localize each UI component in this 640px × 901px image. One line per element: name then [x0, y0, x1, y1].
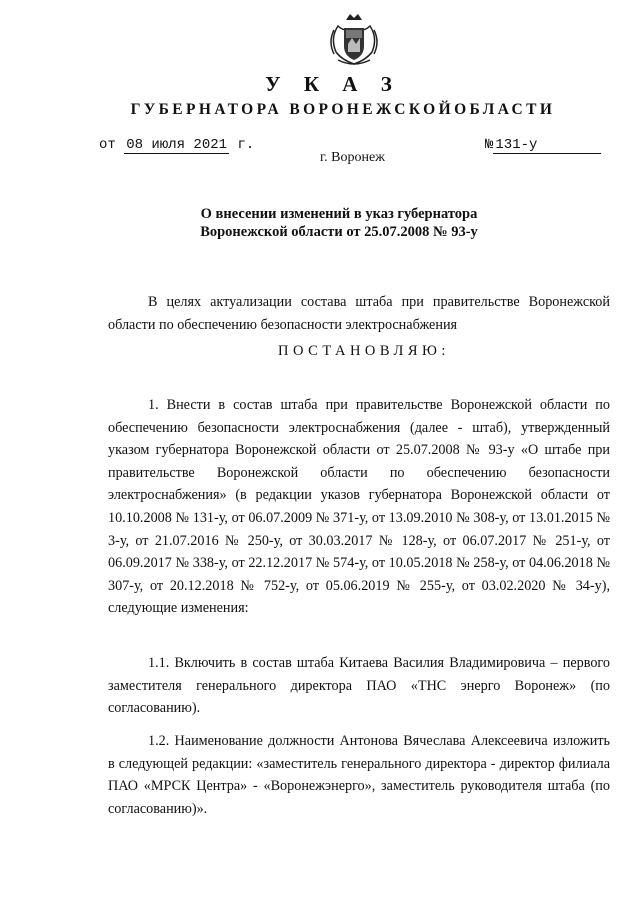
date-suffix: г. — [237, 137, 255, 153]
document-title: У К А З — [265, 72, 401, 96]
intro-paragraph — [108, 291, 610, 336]
item-1-1-paragraph — [108, 652, 610, 720]
item-1-paragraph — [108, 394, 610, 620]
document-subject — [0, 205, 640, 241]
item-1-1-text: 1.1. Включить в состав штаба Китаева Василия Владимировича – первого заместителя генерального директора ПАО «ТНС энерго Воронеж» (по согласованию). — [108, 655, 610, 717]
number-prefix: № — [485, 137, 494, 153]
document-subtitle: ГУБЕРНАТОРА ВОРОНЕЖСКОЙОБЛАСТИ — [130, 101, 556, 118]
city: г. Воронеж — [320, 150, 385, 165]
date-line — [99, 137, 254, 153]
item-1-2-paragraph — [108, 730, 610, 820]
date-prefix: от — [99, 137, 116, 153]
subject-line-1: О внесении изменений в указ губернатора — [200, 206, 478, 222]
subject-line-2: Воронежской области от 25.07.2008 № 93-у — [200, 224, 478, 240]
coat-of-arms-icon — [324, 8, 384, 70]
intro-text: В целях актуализации состава штаба при правительстве Воронежской области по обеспечению безопасности электроснабжения — [108, 294, 610, 333]
decree-word: ПОСТАНОВЛЯЮ: — [278, 343, 450, 359]
number-value: 131-у — [493, 137, 601, 154]
number-line — [485, 137, 601, 154]
item-1-text: 1. Внести в состав штаба при правительстве Воронежской области по обеспечению безопасности электроснабжения (далее - штаб), утвержденный указом губернатора Воронежской области от 25.07.2008 № 93-у «О штабе при правительстве Воронежской области по обеспечению безопасности электроснабжения» (в редакции указов губернатора Воронежской области от 10.10.2008 № 131-у, от 06.07.2009 № 371-у, от 13.09.2010 № 308-у, от 13.01.2015 № 3-у, от 21.07.2016 № 250-у, от 30.03.2017 № 128-у, от 06.07.2017 № 251-у, от 06.09.2017 № 338-у, от 22.12.2017 № 574-у, от 10.05.2018 № 258-у, от 04.06.2018 № 307-у, от 20.12.2018 № 752-у, от 05.06.2019 № 255-у, от 03.02.2020 № 34-у), следующие изменения: — [108, 397, 610, 617]
item-1-2-text: 1.2. Наименование должности Антонова Вячеслава Алексеевича изложить в следующей редакции: «заместитель генерального директора - директор филиала ПАО «МРСК Центра» - «Воронежэнерго», заместитель руководителя штаба (по согласованию)». — [108, 733, 610, 817]
date-value: 08 июля 2021 — [126, 137, 228, 153]
